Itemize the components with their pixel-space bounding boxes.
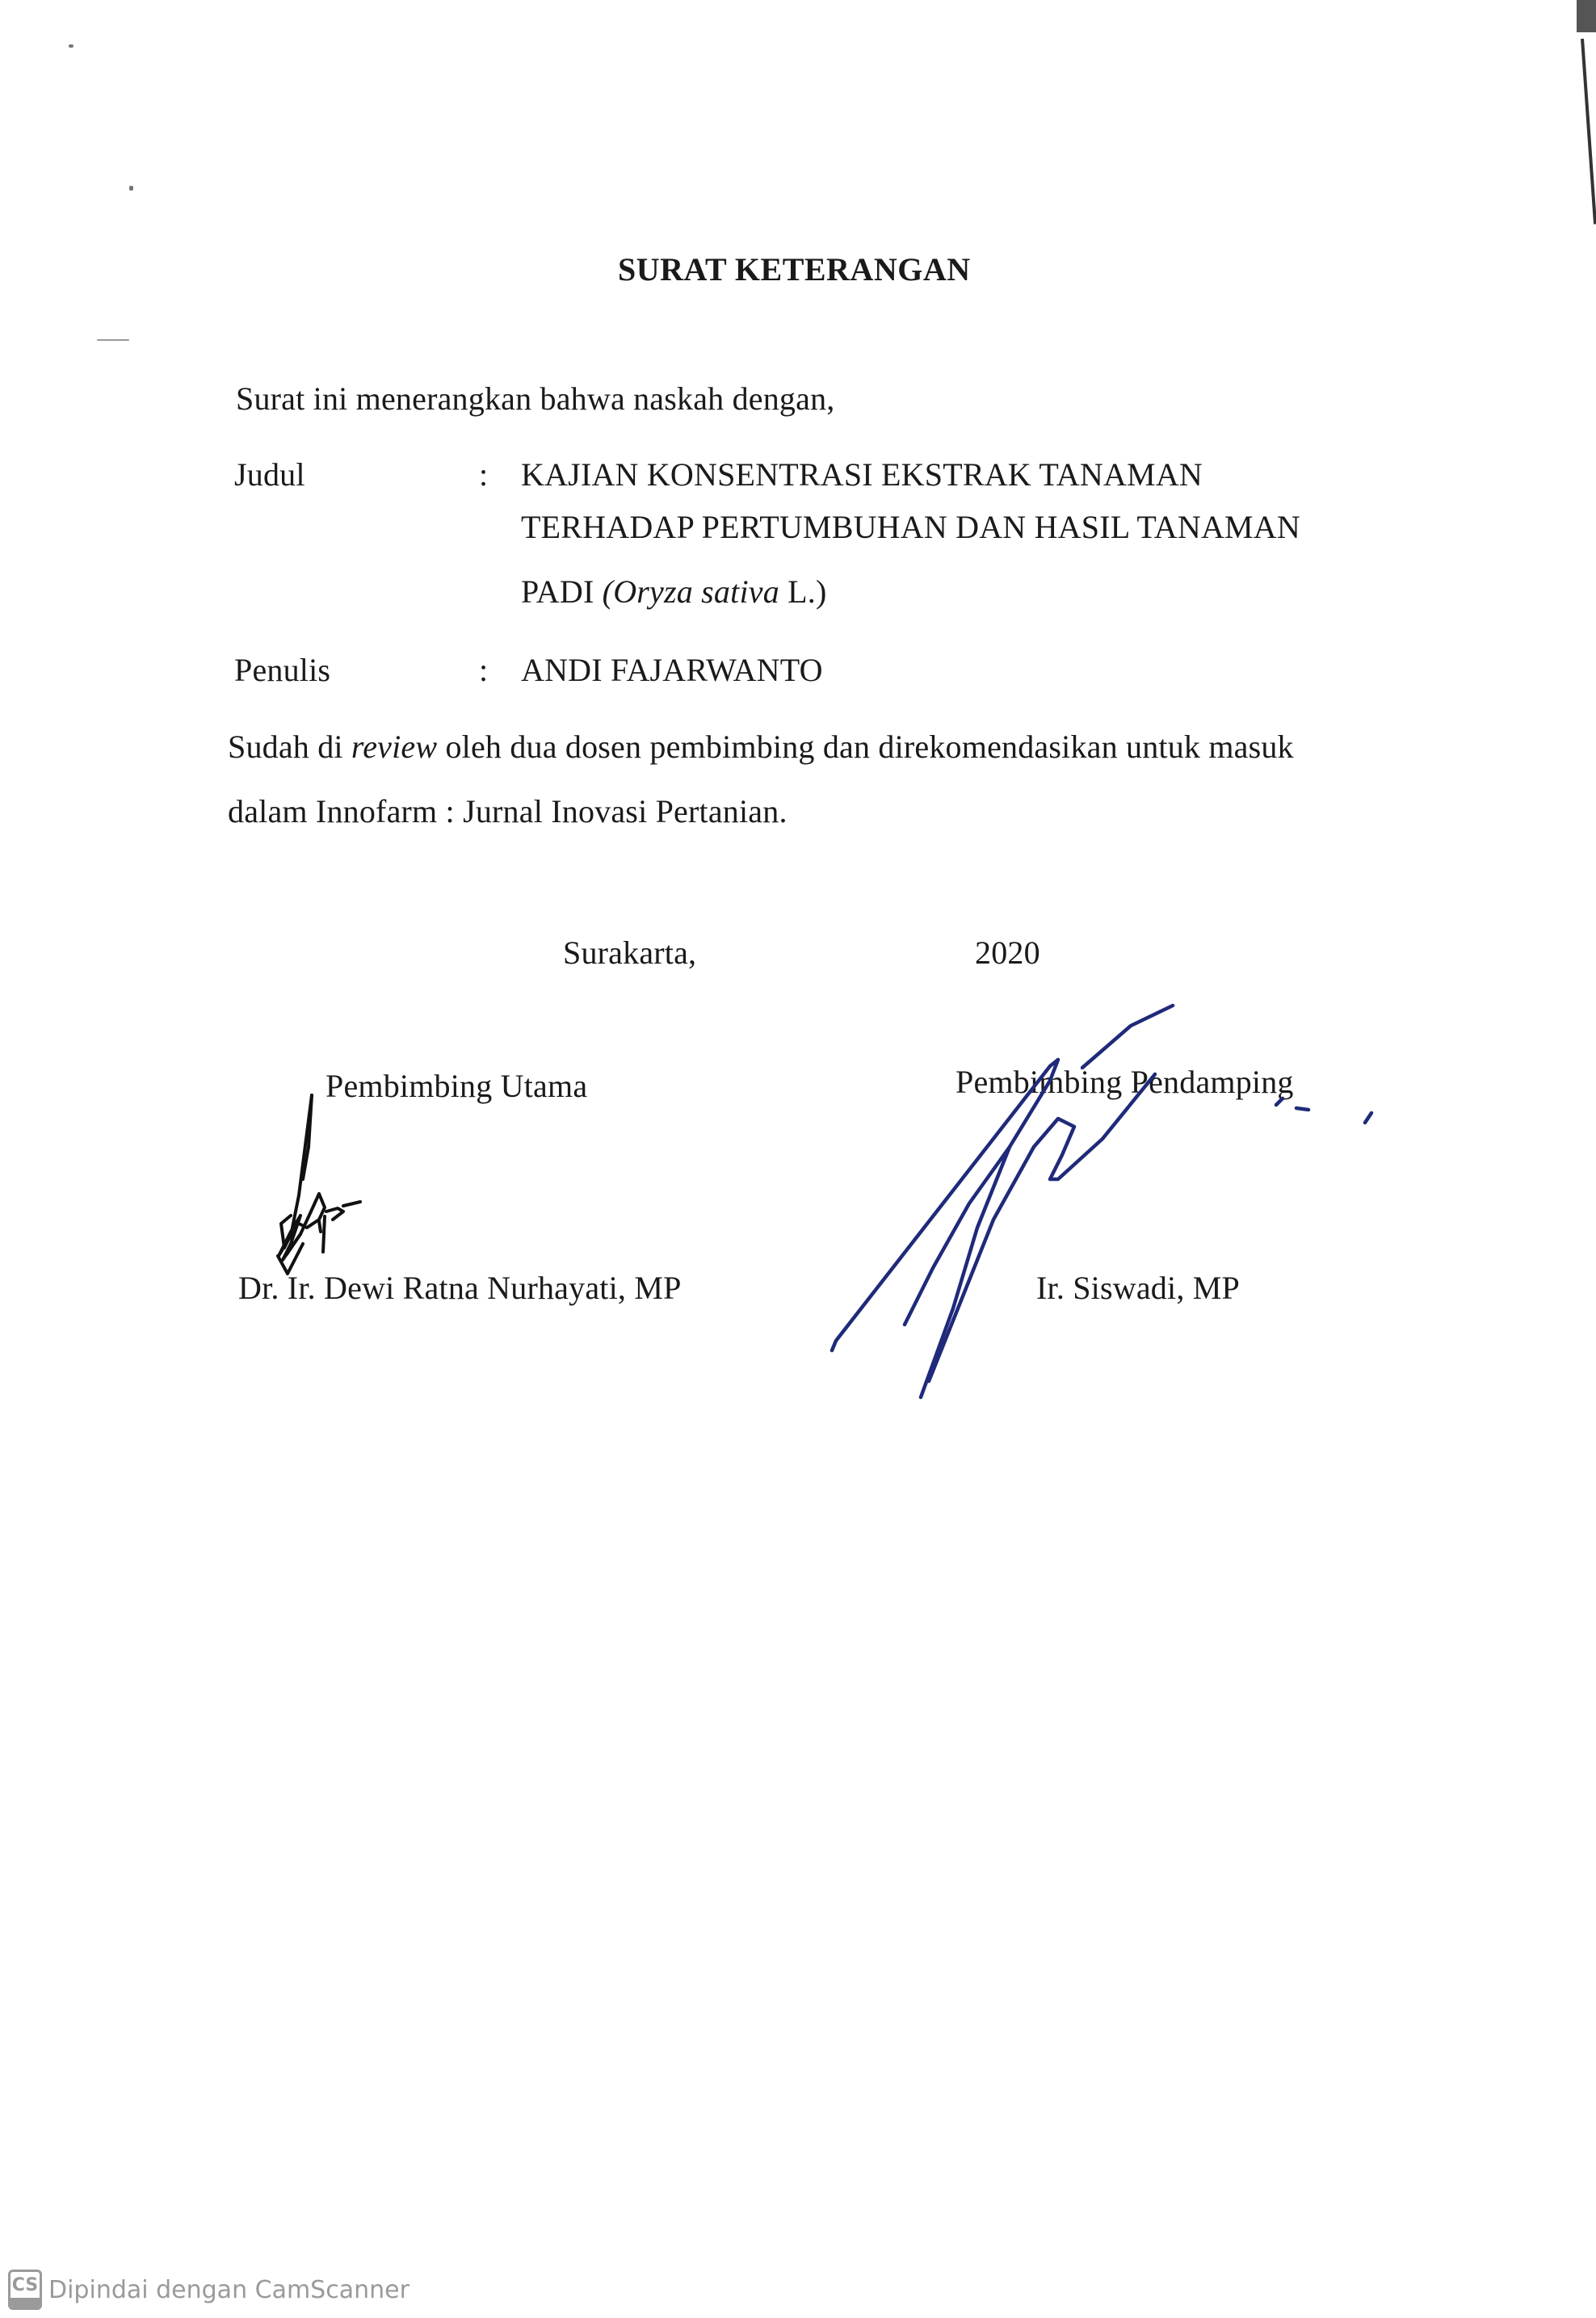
page-edge-artifact bbox=[1577, 0, 1596, 32]
judul-line-3-prefix: PADI bbox=[521, 573, 603, 610]
judul-line-2: TERHADAP PERTUMBUHAN DAN HASIL TANAMAN bbox=[521, 509, 1300, 545]
judul-colon: : bbox=[479, 456, 489, 493]
camscanner-watermark bbox=[8, 2270, 410, 2310]
scientific-name: (Oryza sativa bbox=[602, 573, 779, 610]
document-title: SURAT KETERANGAN bbox=[618, 251, 971, 288]
page-edge-line bbox=[1581, 39, 1596, 225]
place-text: Surakarta, bbox=[563, 934, 697, 971]
penulis-colon: : bbox=[479, 652, 489, 688]
judul-label: Judul bbox=[234, 456, 305, 493]
signatory-2-role: Pembimbing Pendamping bbox=[956, 1064, 1294, 1100]
review-suffix: oleh dua dosen pembimbing dan direkomendasikan untuk masuk bbox=[437, 729, 1294, 765]
year-text: 2020 bbox=[975, 934, 1040, 971]
penulis-label: Penulis bbox=[234, 652, 331, 688]
watermark-text: Dipindai dengan CamScanner bbox=[48, 2275, 410, 2304]
review-line-2: dalam Innofarm : Jurnal Inovasi Pertanian. bbox=[228, 793, 788, 829]
signature-1 bbox=[278, 1095, 360, 1274]
signatory-2-name: Ir. Siswadi, MP bbox=[1036, 1270, 1240, 1306]
scan-speck bbox=[129, 186, 133, 191]
review-italic: review bbox=[351, 729, 438, 765]
scan-speck bbox=[97, 339, 129, 341]
camscanner-logo-icon: CS bbox=[8, 2270, 42, 2310]
judul-line-1: KAJIAN KONSENTRASI EKSTRAK TANAMAN bbox=[521, 456, 1203, 493]
judul-line-3-suffix: L.) bbox=[779, 573, 827, 610]
scan-speck bbox=[69, 44, 74, 48]
signatory-1-role: Pembimbing Utama bbox=[326, 1068, 588, 1104]
review-prefix: Sudah di bbox=[228, 729, 351, 765]
penulis-value: ANDI FAJARWANTO bbox=[521, 652, 823, 688]
judul-line-3 bbox=[521, 573, 827, 610]
intro-text: Surat ini menerangkan bahwa naskah dengan, bbox=[236, 380, 835, 417]
review-line-1 bbox=[228, 731, 1294, 763]
signatory-1-name: Dr. Ir. Dewi Ratna Nurhayati, MP bbox=[238, 1270, 682, 1306]
